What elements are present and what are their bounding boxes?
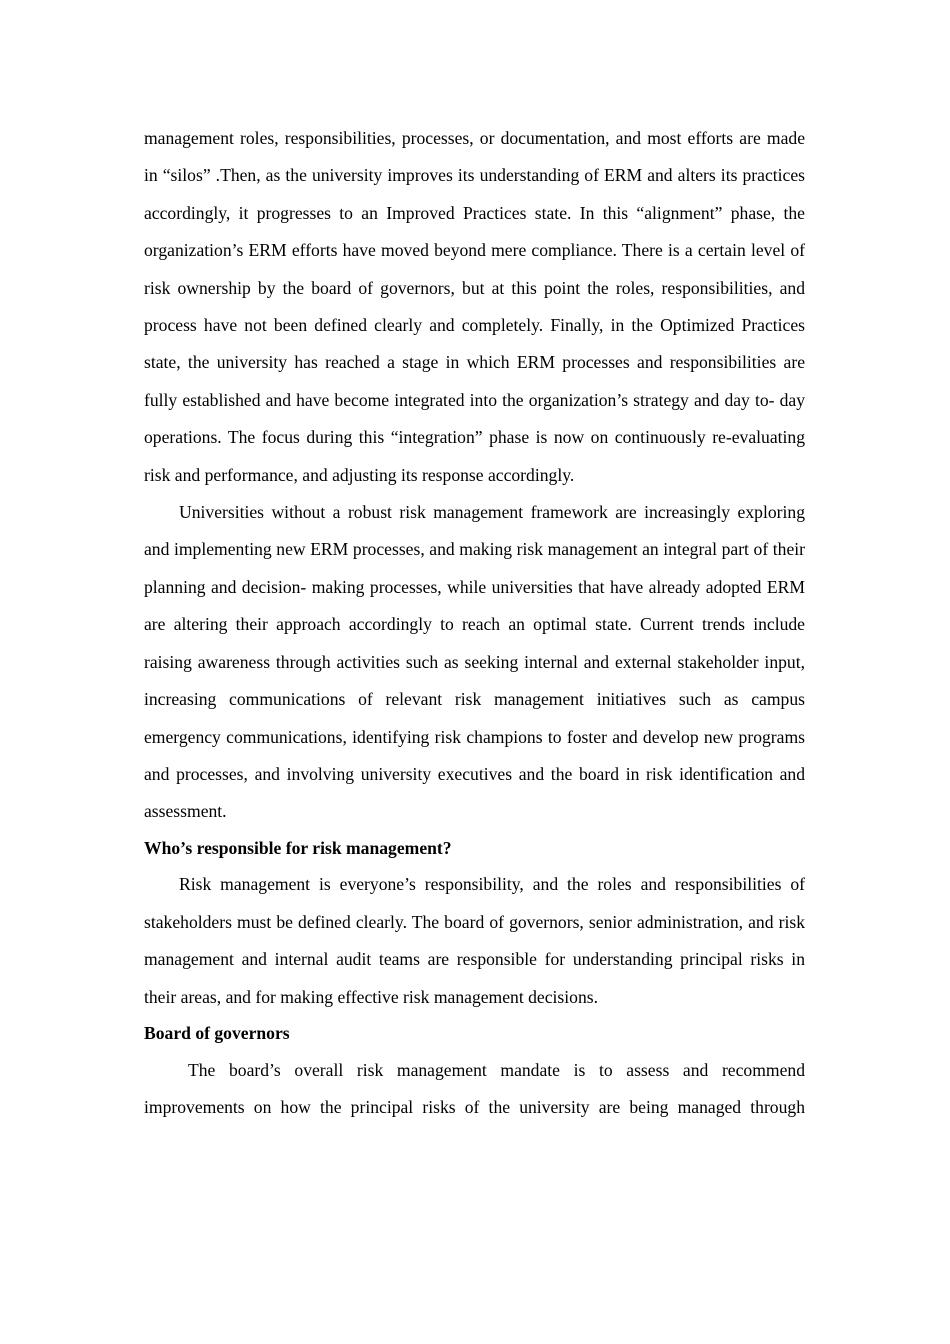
section-heading: Board of governors — [144, 1022, 290, 1043]
document-page — [144, 120, 805, 1126]
section-heading: Who’s responsible for risk management? — [144, 837, 452, 858]
body-paragraph: The board’s overall risk management mandate is to assess and recommend improvements on how the principal risks of the university are being managed through — [144, 1059, 805, 1117]
body-paragraph: management roles, responsibilities, processes, or documentation, and most efforts are made in “silos” .Then, as the university improves its understanding of ERM and alters its practices accordingly, it progresses to an Improved Practices state. In this “alignment” phase, the organization’s ERM efforts have moved beyond mere compliance. There is a certain level of risk ownership by the board of governors, but at this point the roles, responsibilities, and process have not been defined clearly and completely. Finally, in the Optimized Practices state, the university has reached a stage in which ERM processes and responsibilities are fully established and have become integrated into the organization’s strategy and day to- day operations. The focus during this “integration” phase is now on continuously re-evaluating risk and performance, and adjusting its response accordingly. — [144, 128, 805, 485]
body-paragraph: Risk management is everyone’s responsibility, and the roles and responsibilities of stakeholders must be defined clearly. The board of governors, senior administration, and risk management and internal audit teams are responsible for understanding principal risks in their areas, and for making effective risk management decisions. — [144, 874, 805, 1007]
body-paragraph: Universities without a robust risk management framework are increasingly exploring and implementing new ERM processes, and making risk management an integral part of their planning and decision- making processes, while universities that have already adopted ERM are altering their approach accordingly to reach an optimal state. Current trends include raising awareness through activities such as seeking internal and external stakeholder input, increasing communications of relevant risk management initiatives such as campus emergency communications, identifying risk champions to foster and develop new programs and processes, and involving university executives and the board in risk identification and assessment. — [144, 502, 805, 822]
